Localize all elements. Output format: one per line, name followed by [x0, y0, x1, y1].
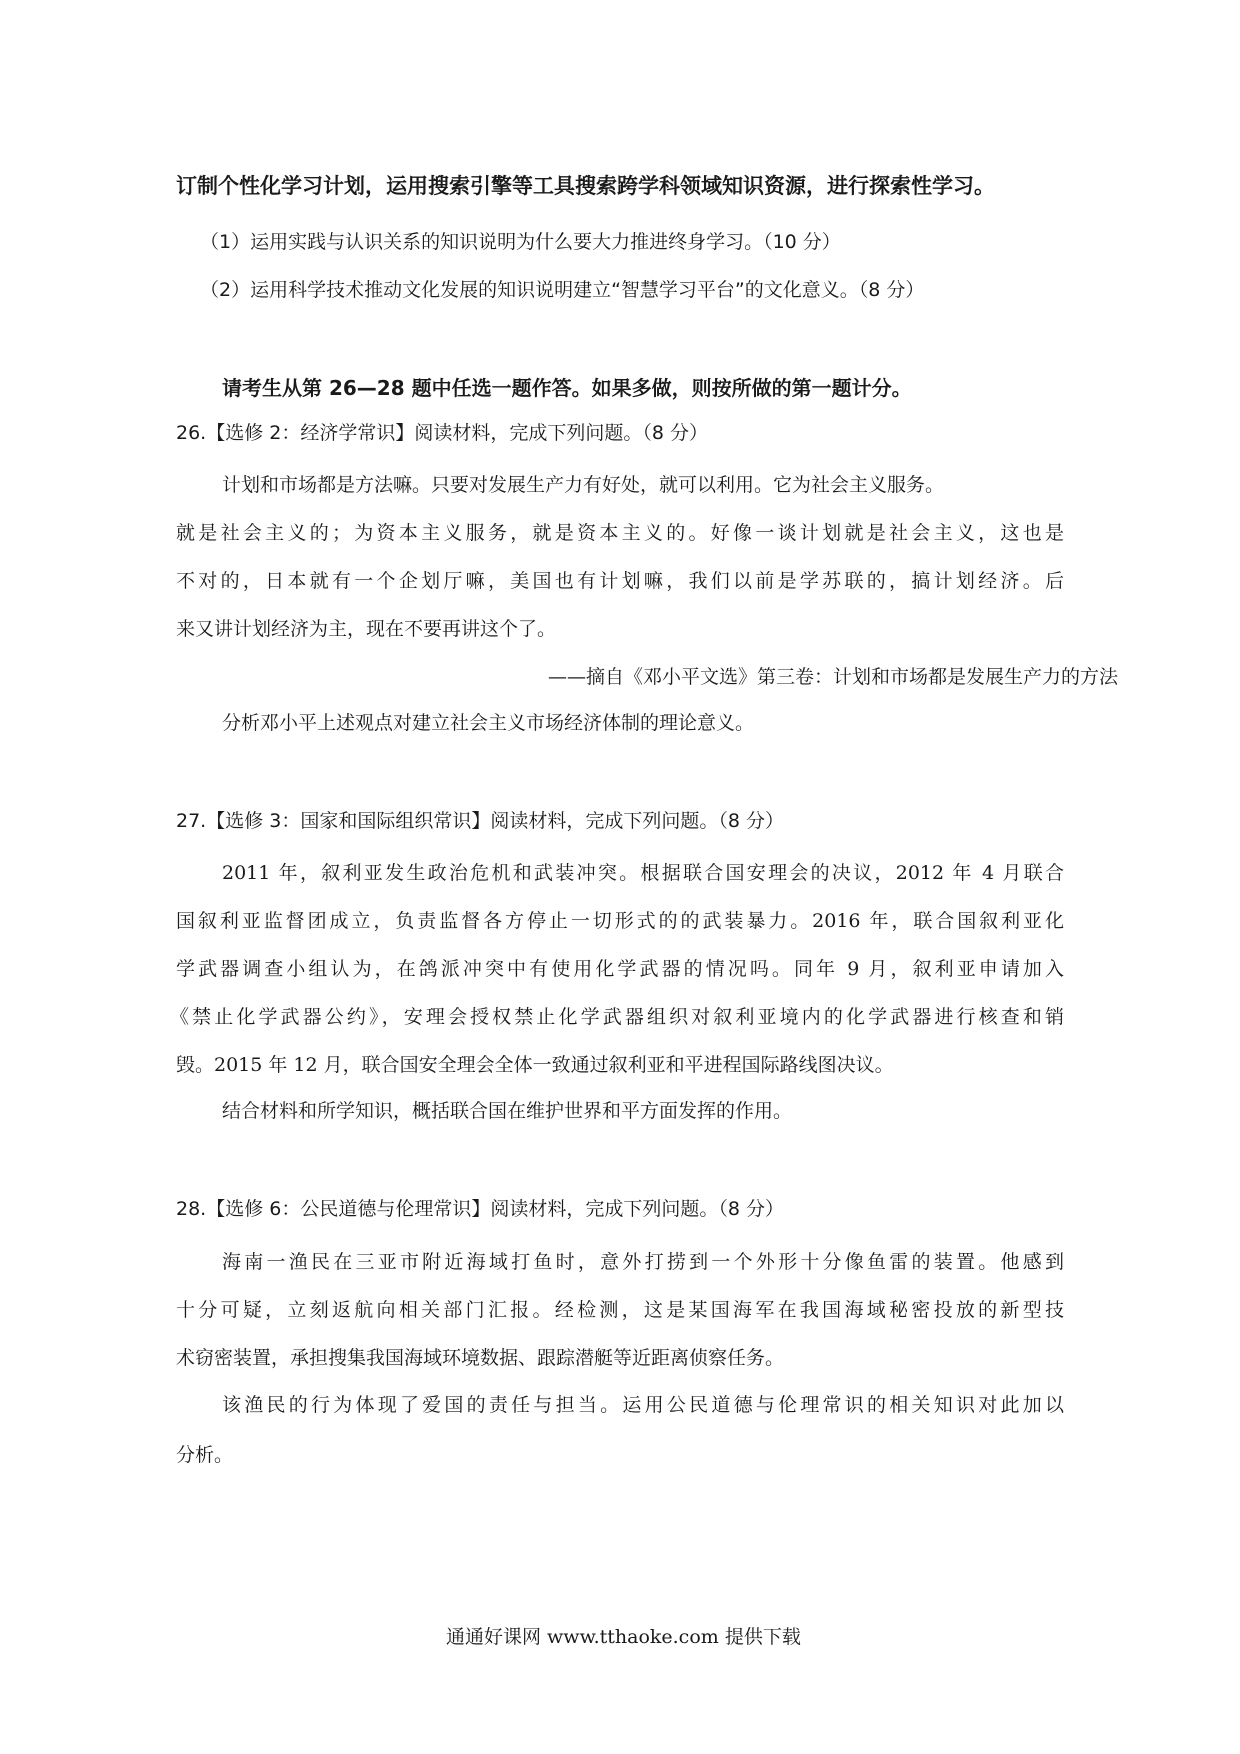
q26-source: ——摘自《邓小平文选》第三卷：计划和市场都是发展生产力的方法: [548, 666, 1119, 688]
q27-paragraph-line: 《禁止化学武器公约》，安理会授权禁止化学武器组织对叙利亚境内的化学武器进行核查和销: [170, 1006, 1064, 1028]
sub-question-2: （2）运用科学技术推动文化发展的知识说明建立“智慧学习平台”的文化意义。（8 分）: [200, 279, 925, 301]
q26-paragraph-line: 计划和市场都是方法嘛。只要对发展生产力有好处，就可以利用。它为社会主义服务。: [222, 474, 945, 496]
q28-paragraph-line: 十分可疑，立刻返航向相关部门汇报。经检测，这是某国海军在我国海域秘密投放的新型技: [176, 1299, 1064, 1321]
q28-paragraph-line: 海南一渔民在三亚市附近海域打鱼时，意外打捞到一个外形十分像鱼雷的装置。他感到: [222, 1251, 1064, 1273]
q27-paragraph-line: 学武器调查小组认为，在鸽派冲突中有使用化学武器的情况吗。同年 9 月，叙利亚申请加入: [176, 958, 1064, 980]
question-28-heading: 28.【选修 6：公民道德与伦理常识】阅读材料，完成下列问题。（8 分）: [176, 1198, 784, 1220]
q27-paragraph-line: 2011 年，叙利亚发生政治危机和武装冲突。根据联合国安理会的决议，2012 年 4 月联合: [222, 862, 1064, 884]
question-27-heading: 27.【选修 3：国家和国际组织常识】阅读材料，完成下列问题。（8 分）: [176, 810, 784, 832]
page-footer: 通通好课网 www.tthaoke.com 提供下载: [446, 1626, 801, 1648]
intro-line: 订制个性化学习计划，运用搜索引擎等工具搜索跨学科领域知识资源，进行探索性学习。: [176, 174, 995, 198]
q26-paragraph-line: 就是社会主义的；为资本主义服务，就是资本主义的。好像一谈计划就是社会主义，这也是: [176, 522, 1064, 544]
q28-question-continued: 分析。: [176, 1444, 234, 1466]
q27-question: 结合材料和所学知识，概括联合国在维护世界和平方面发挥的作用。: [222, 1100, 793, 1122]
q28-question: 该渔民的行为体现了爱国的责任与担当。运用公民道德与伦理常识的相关知识对此加以: [222, 1394, 1064, 1416]
q26-question: 分析邓小平上述观点对建立社会主义市场经济体制的理论意义。: [222, 712, 755, 734]
q26-paragraph-line: 不对的，日本就有一个企划厅嘛，美国也有计划嘛，我们以前是学苏联的，搞计划经济。后: [176, 570, 1064, 592]
q26-paragraph-line: 来又讲计划经济为主，现在不要再讲这个了。: [176, 618, 557, 640]
elective-instruction: 请考生从第 26—28 题中任选一题作答。如果多做，则按所做的第一题计分。: [222, 376, 912, 400]
q27-paragraph-line: 毁。2015 年 12 月，联合国安全理会全体一致通过叙利亚和平进程国际路线图决议。: [176, 1054, 894, 1076]
question-26-heading: 26.【选修 2：经济学常识】阅读材料，完成下列问题。（8 分）: [176, 422, 708, 444]
q28-paragraph-line: 术窃密装置，承担搜集我国海域环境数据、跟踪潜艇等近距离侦察任务。: [176, 1347, 785, 1369]
q27-paragraph-line: 国叙利亚监督团成立，负责监督各方停止一切形式的的武装暴力。2016 年，联合国叙利亚化: [176, 910, 1064, 932]
sub-question-1: （1）运用实践与认识关系的知识说明为什么要大力推进终身学习。（10 分）: [200, 231, 841, 253]
